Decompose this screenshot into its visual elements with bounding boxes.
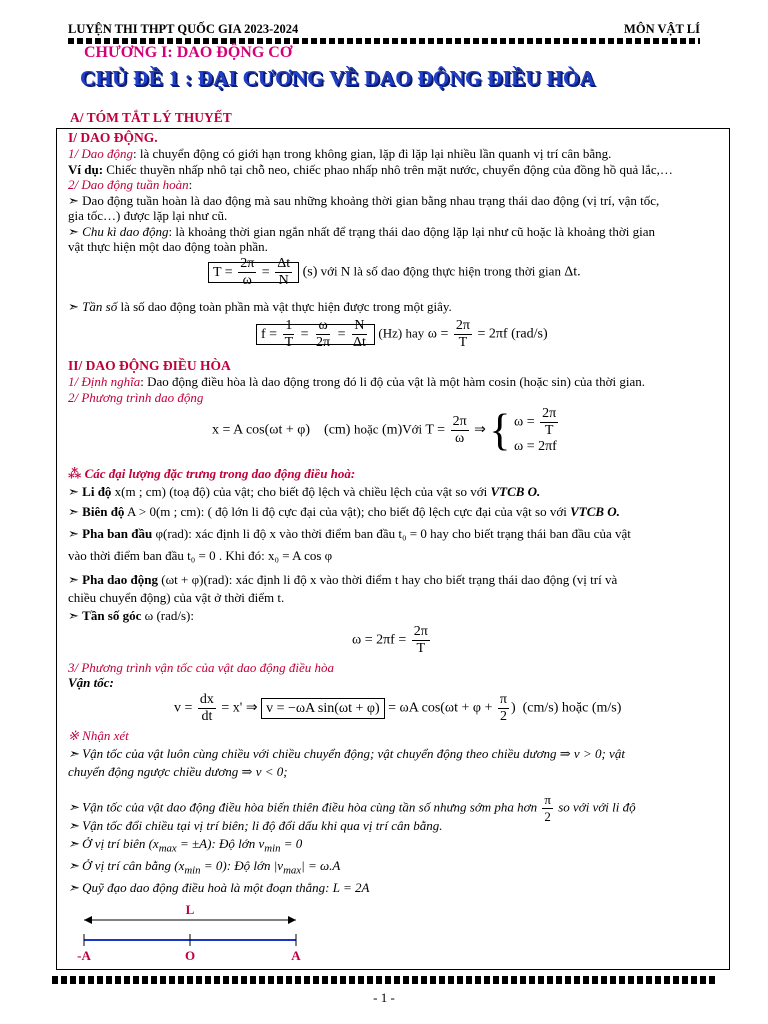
nx5-row: ➣ Ở vị trí cân bằng $(x_{min} = 0)$: Độ lớn $|v_{max}| = \omega.A$ xyxy=(68,858,341,877)
bullet-icon: ➣ xyxy=(68,484,83,499)
vtcb-2: VTCB O. xyxy=(570,504,620,519)
bien-do-text: : ( độ lớn li độ cực đại của vật); cho biết độ lệch cực đại của vật so với xyxy=(200,504,567,519)
footer-chain-divider xyxy=(52,976,716,984)
bullet-icon: ➣ xyxy=(68,880,83,895)
topic-title: CHỦ ĐỀ 1 : ĐẠI CƯƠNG VỀ DAO ĐỘNG ĐIỀU HÒA xyxy=(80,66,596,90)
nx2-row: ➣ Vận tốc của vật dao động điều hòa biến thiên điều hòa cùng tần số nhưng sớm pha hơn $\frac{\pi}{2}$ so với với li độ xyxy=(68,792,636,824)
header-left: LUYỆN THI THPT QUỐC GIA 2023-2024 xyxy=(68,22,299,36)
nx-label: Nhận xét xyxy=(82,728,129,743)
nx4b: ): Độ lớn xyxy=(207,836,256,851)
p2-colon: : xyxy=(188,177,193,192)
bien-do-label: Biên độ xyxy=(82,504,125,519)
formula-angular: ω = 2πf = $\frac{2\pi}{T}$ xyxy=(352,624,428,656)
s2-title: II/ DAO ĐỘNG ĐIỀU HÒA xyxy=(68,358,231,373)
s1-example xyxy=(68,162,673,178)
period-note: với N là số dao động thực hiện trong thời gian xyxy=(317,263,565,279)
page-header xyxy=(68,22,700,40)
pt-or: hoặc xyxy=(353,421,379,437)
s2-pt-label: 2/ Phương trình dao động xyxy=(68,390,204,405)
s1-p2-a xyxy=(68,193,659,209)
pha0-row2: vào thời điểm ban đầu t₀ = 0 . Khi đó: x₀ = A cos φ xyxy=(68,548,333,563)
nx1-row: ➣ Vận tốc của vật luôn cùng chiều với chiều chuyển động; vật chuyển động theo chiều dương ⇒ v > 0; vật xyxy=(68,746,625,761)
li-do-text: (toạ độ) của vật; cho biết độ lệch và chiều lệch của vật so với xyxy=(169,484,488,499)
nx3-row xyxy=(68,818,443,834)
def-label: 1/ Định nghĩa xyxy=(68,374,141,389)
li-do-row: ➣ Li độ x(m ; cm) (toạ độ) của vật; cho biết độ lệch và chiều lệch của vật so với VTCB O. xyxy=(68,484,541,499)
nx3: Vận tốc đổi chiều tại vị trí biên; li độ đổi dấu khi qua vị trí cân bằng. xyxy=(82,818,443,833)
s1-p2-b: gia tốc…) được lặp lại như cũ. xyxy=(68,208,228,223)
pha0-d: . Khi đó: xyxy=(218,548,265,563)
p2-a: Dao động tuần hoàn là dao động mà sau những khoảng thời gian bằng nhau trạng thái dao động (vị trí, vận tốc, xyxy=(78,193,660,208)
bullet-icon: ➣ xyxy=(68,818,83,833)
bien-do-row: ➣ Biên độ A > 0(m ; cm): ( độ lớn li độ cực đại của vật); cho biết độ lệch cực đại của vật so với VTCB O. xyxy=(68,504,620,519)
nx4a: Ở vị trí biên ( xyxy=(82,836,153,851)
formula-velocity: v = $\frac{dx}{dt}$ = x' ⇒ v = −ωA sin(ωt + φ) = ωA cos(ωt + φ + $\frac{\pi}{2}$ ) (cm/s) hoặc (m/s) xyxy=(174,692,622,724)
pha0-label: Pha ban đầu xyxy=(82,526,153,541)
s1-ts xyxy=(68,299,452,315)
s1-title: I/ DAO ĐỘNG. xyxy=(68,130,158,145)
arrow-right-icon xyxy=(288,916,296,924)
s2-nx xyxy=(68,728,129,744)
pha-b: hay cho biết trạng thái dao động (vị trí và xyxy=(401,572,618,587)
pha-row2: chiều chuyển động) của vật ở thời điểm t. xyxy=(68,590,285,605)
formula-frequency: f = $\frac{1}{T}$ = $\frac{\omega}{2\pi}$ = $\frac{N}{\Delta t}$ (Hz) hay ω = $\frac{2\pi}{T}$ = 2πf (rad/s) xyxy=(256,318,548,351)
section-a-title: A/ TÓM TẮT LÝ THUYẾT xyxy=(70,110,232,125)
ck-label: Chu kì dao động xyxy=(82,224,169,239)
label-O: O xyxy=(184,948,196,963)
nx2b: so với với li độ xyxy=(558,799,636,815)
tsg-row xyxy=(68,608,194,624)
bullet-icon: ➣ xyxy=(68,799,83,815)
nx1-row2: chuyển động ngược chiều dương ⇒ v < 0; xyxy=(68,764,288,779)
nx1c: chuyển động ngược chiều dương xyxy=(68,764,239,779)
nx2a: Vận tốc của vật dao động điều hòa biến thiên điều hòa cùng tần số nhưng sớm pha hơn xyxy=(82,799,538,815)
nx1b: ; vật xyxy=(601,746,625,761)
nx5b: ): Độ lớn xyxy=(222,858,271,873)
bullet-icon: ➣ xyxy=(68,193,79,208)
pha-row: ➣ Pha dao động (ωt + φ)(rad): xác định li độ x vào thời điểm t hay cho biết trạng thái dao động (vị trí và xyxy=(68,572,618,587)
li-do-label: Li độ xyxy=(82,484,112,499)
bullet-icon: ➣ xyxy=(68,836,83,851)
s1-p1 xyxy=(68,146,611,162)
pha0-b: hay cho biết trạng thái ban đầu của vật xyxy=(430,526,631,541)
bullet-icon: ➣ xyxy=(68,299,83,314)
nx6-row xyxy=(68,880,369,896)
s2-dl-title xyxy=(68,466,355,482)
vtcb-1: VTCB O. xyxy=(490,484,541,499)
ex-text: Chiếc thuyền nhấp nhô tại chỗ neo, chiếc phao nhấp nhô trên mặt nước, chuyển động của đồng hồ quả lắc,… xyxy=(103,162,673,177)
chapter-title: CHƯƠNG I: DAO ĐỘNG CƠ xyxy=(84,44,293,61)
page-number: - 1 - xyxy=(373,990,395,1005)
bullet-icon: ➣ xyxy=(68,746,83,761)
s2-def xyxy=(68,374,645,390)
pha-a: : xác định li độ x vào thời điểm xyxy=(228,572,392,587)
pt-with: Với xyxy=(402,421,423,437)
ex-label: Ví dụ: xyxy=(68,162,104,177)
flower-icon: ⁂ xyxy=(68,466,85,481)
bullet-icon: ➣ xyxy=(68,572,83,587)
s2-vt-sub: Vận tốc: xyxy=(68,675,114,690)
p2-label: 2/ Dao động tuần hoàn xyxy=(68,177,189,192)
dl-title: Các đại lượng đặc trưng trong dao động điều hoà: xyxy=(84,466,356,481)
nx5a: Ở vị trí cân bằng ( xyxy=(82,858,179,873)
pha0-row: ➣ Pha ban đầu φ(rad): xác định li độ x vào thời điểm ban đầu t₀ = 0 hay cho biết trạng thái ban đầu của vật xyxy=(68,526,631,541)
bullet-icon: ➣ xyxy=(68,608,83,623)
bullet-icon: ➣ xyxy=(68,526,83,541)
bullet-icon: ➣ xyxy=(68,224,83,239)
def-text: : Dao động điều hòa là dao động trong đó li độ của vật là một hàm cosin (hoặc sin) của thời gian. xyxy=(140,374,645,389)
bullet-icon: ➣ xyxy=(68,504,83,519)
trajectory-diagram xyxy=(60,900,320,970)
formula-period: T = $\frac{2\pi}{\omega}$ = $\frac{\Delta t}{N}$ (s) với N là số dao động thực hiện trong thời gian Δt. xyxy=(208,256,581,289)
pha0-c: vào thời điểm ban đầu xyxy=(68,548,184,563)
label-neg-A: -A xyxy=(77,948,91,963)
pha-label: Pha dao động xyxy=(82,572,159,587)
formula-oscillation: x = A cos(ωt + φ) (cm) hoặc (m)Với T = $\frac{2\pi}{\omega}$ ⇒ { ω = $\frac{2\pi}{T}$ ω = 2πf xyxy=(212,405,557,455)
s1-ck-b: vật thực hiện một dao động toàn phần. xyxy=(68,239,268,254)
note-icon: ※ xyxy=(68,728,83,743)
label-L: L xyxy=(185,902,195,917)
nx1a: Vận tốc của vật luôn cùng chiều với chiều chuyển động; vật chuyển động theo chiều dương xyxy=(82,746,557,761)
freq-note: (Hz) hay xyxy=(378,325,425,341)
s1-ck-a xyxy=(68,224,655,240)
header-right: MÔN VẬT LÍ xyxy=(624,22,700,36)
s1-p2-label xyxy=(68,177,192,193)
bullet-icon: ➣ xyxy=(68,858,83,873)
nx4-row: ➣ Ở vị trí biên $(x_{max} = \pm A)$: Độ lớn $v_{min} = 0$ xyxy=(68,836,303,855)
p1-text: : là chuyển động có giới hạn trong không gian, lặp đi lặp lại nhiều lần quanh vị trí cân bằng. xyxy=(133,146,612,161)
pha0-a: : xác định li độ x vào thời điểm ban đầu xyxy=(188,526,396,541)
nx6: Quỹ đạo dao động điều hoà là một đoạn thẳng: L = 2A xyxy=(82,880,370,895)
p1-label: 1/ Dao động xyxy=(68,146,133,161)
s2-vt-label: 3/ Phương trình vận tốc của vật dao động điều hòa xyxy=(68,660,335,675)
arrow-left-icon xyxy=(84,916,92,924)
tsg-text: ω (rad/s): xyxy=(141,608,194,623)
label-A: A xyxy=(291,948,301,963)
ts-text: là số dao động toàn phần mà vật thực hiện được trong một giây. xyxy=(117,299,452,314)
tsg-label: Tần số góc xyxy=(82,608,142,623)
ck-a: : là khoảng thời gian ngắn nhất để trạng thái dao động lặp lại như cũ hoặc là khoảng thời gian xyxy=(168,224,655,239)
ts-label: Tần số xyxy=(82,299,118,314)
